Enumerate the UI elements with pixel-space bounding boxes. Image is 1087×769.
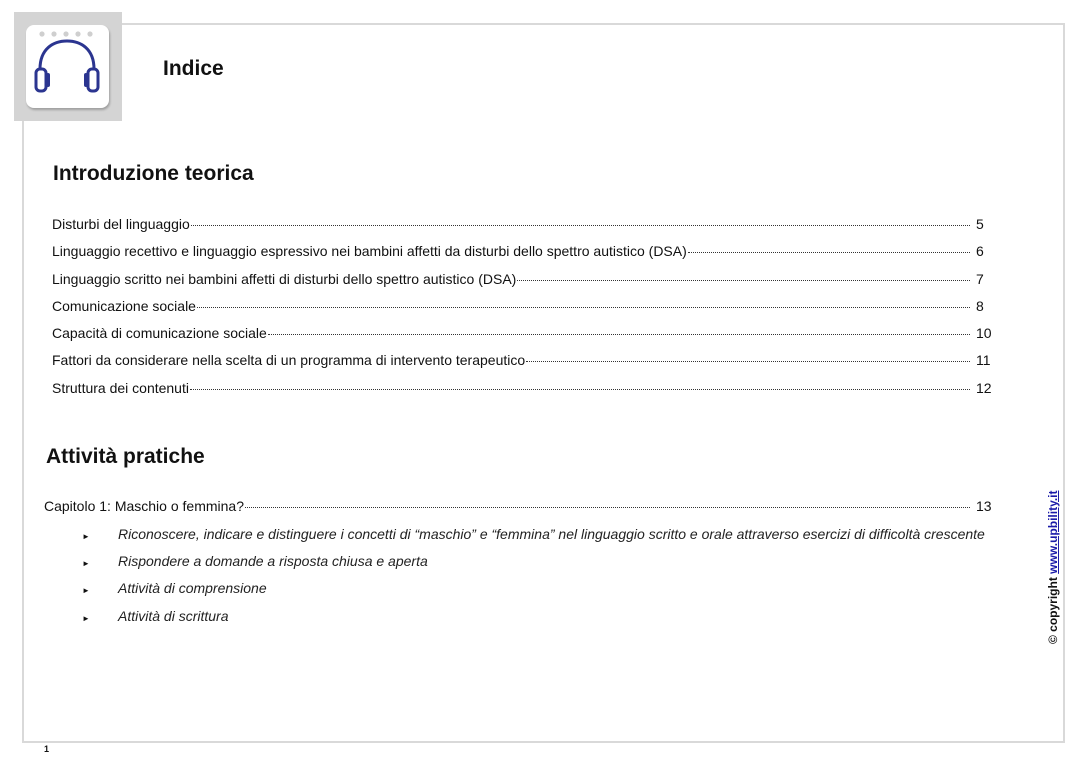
dot-leader (268, 334, 970, 335)
section-title-intro: Introduzione teorica (53, 162, 254, 185)
bullet-arrow-icon: ► (82, 532, 90, 541)
notepad (26, 25, 109, 108)
toc-entry-label: Fattori da considerare nella scelta di un programma di intervento terapeutico (52, 352, 526, 368)
toc-chapter[interactable] (44, 498, 992, 518)
chapter-item (82, 608, 228, 624)
dot-leader (688, 252, 970, 253)
toc-entry-page: 7 (976, 271, 984, 287)
dot-leader (191, 225, 970, 226)
toc-entry-page: 5 (976, 216, 984, 232)
toc-entry-page: 6 (976, 243, 984, 259)
chapter-item-text: Rispondere a domande a risposta chiusa e aperta (118, 553, 428, 569)
dot-leader (517, 280, 970, 281)
toc-entry-label: Linguaggio recettivo e linguaggio espressivo nei bambini affetti da disturbi dello spettro autistico (DSA) (52, 243, 687, 259)
toc-entry-page: 8 (976, 298, 984, 314)
bullet-arrow-icon: ► (82, 614, 90, 623)
chapter-item (82, 553, 428, 569)
copyright-link[interactable]: www.upbility.it (1046, 490, 1060, 574)
dot-leader (190, 389, 970, 390)
toc-entry-label: Comunicazione sociale (52, 298, 196, 314)
chapter-item-text: Riconoscere, indicare e distinguere i concetti di “maschio” e “femmina” nel linguaggio scritto e orale attraverso esercizi di difficoltà crescente (118, 526, 985, 542)
toc-entry[interactable] (52, 380, 992, 400)
toc-entry-page: 10 (976, 325, 992, 341)
copyright-notice (1046, 490, 1060, 644)
toc-entry-page: 11 (976, 352, 991, 368)
chapter-item-text: Attività di scrittura (118, 608, 229, 624)
toc-entry[interactable] (52, 352, 992, 372)
toc-entry[interactable] (52, 243, 992, 263)
toc-entry-label: Linguaggio scritto nei bambini affetti di disturbi dello spettro autistico (DSA) (52, 271, 517, 287)
chapter-item (82, 526, 985, 542)
page-number: 1 (44, 744, 50, 754)
toc-chapter-label: Capitolo 1: Maschio o femmina? (44, 498, 244, 514)
toc-entry[interactable] (52, 271, 992, 291)
copyright-text: © copyright (1046, 573, 1060, 644)
toc-entry-label: Capacità di comunicazione sociale (52, 325, 267, 341)
dot-leader (526, 361, 970, 362)
logo (14, 12, 122, 121)
bullet-arrow-icon: ► (82, 586, 90, 595)
headphones-icon (26, 25, 109, 108)
chapter-item-text: Attività di comprensione (118, 580, 267, 596)
toc-entry[interactable] (52, 216, 992, 236)
chapter-item (82, 580, 267, 596)
toc-entry[interactable] (52, 298, 992, 318)
toc-entry-page: 12 (976, 380, 992, 396)
section-title-activities: Attività pratiche (46, 445, 205, 468)
toc-entry-label: Struttura dei contenuti (52, 380, 189, 396)
bullet-arrow-icon: ► (82, 559, 90, 568)
toc-entry[interactable] (52, 325, 992, 345)
dot-leader (197, 307, 970, 308)
toc-chapter-page: 13 (976, 498, 992, 514)
dot-leader (245, 507, 970, 508)
page-title: Indice (163, 57, 224, 80)
toc-entry-label: Disturbi del linguaggio (52, 216, 190, 232)
